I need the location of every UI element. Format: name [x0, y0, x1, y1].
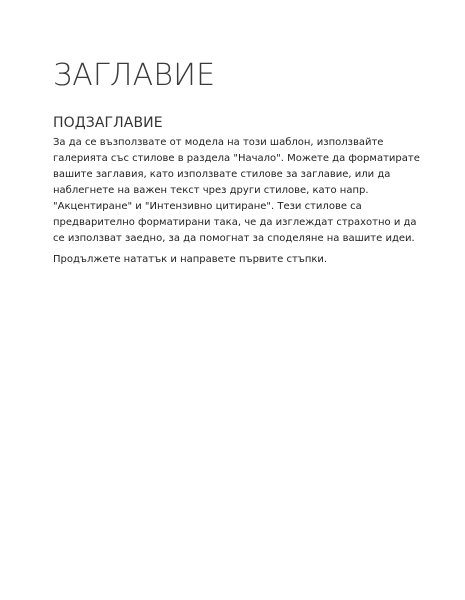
paragraph-line: "Акцентиране" и "Интензивно цитиране". Тези стилове са — [53, 201, 362, 212]
paragraph-line: наблегнете на важен текст чрез други стилове, като напр. — [53, 185, 369, 196]
document-subtitle[interactable]: ПОДЗАГЛАВИЕ — [53, 115, 163, 131]
body-paragraph-getting-started[interactable]: Продължете нататък и направете първите стъпки. — [53, 254, 328, 265]
paragraph-line: се използват заедно, за да помогнат за споделяне на вашите идеи. — [53, 233, 415, 244]
document-title[interactable]: ЗАГЛАВИЕ — [53, 58, 216, 93]
paragraph-line: предварително форматирани така, че да изглеждат страхотно и да — [53, 217, 417, 228]
body-paragraph[interactable] — [53, 135, 418, 247]
paragraph-line: За да се възползвате от модела на този шаблон, използвайте — [53, 137, 384, 148]
paragraph-line: вашите заглавия, като използвате стилове за заглавие, или да — [53, 169, 391, 180]
document-body — [53, 58, 418, 268]
paragraph-line: галерията със стилове в раздела "Начало". Можете да форматирате — [53, 153, 420, 164]
